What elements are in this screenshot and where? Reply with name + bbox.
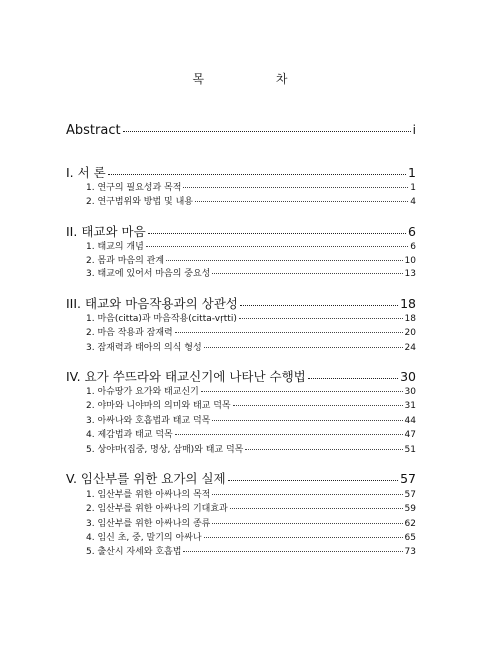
- toc-subentry-label: 4. 임신 초, 중, 말기의 아싸나: [86, 533, 202, 543]
- toc-subentry-label: 3. 임산부를 위한 아싸나의 종류: [86, 519, 211, 529]
- toc-subentry-page: 59: [404, 504, 416, 514]
- toc-subentry-page: 20: [404, 328, 416, 338]
- toc-entry-abstract[interactable]: [66, 123, 416, 138]
- dot-leader: [183, 550, 402, 552]
- toc-subentry-page: 24: [404, 343, 416, 353]
- page-title: 목 차: [192, 72, 322, 86]
- toc-subentry-page: 65: [404, 533, 416, 543]
- toc-subentry[interactable]: [86, 180, 416, 193]
- toc-subentry[interactable]: [86, 311, 416, 324]
- dot-leader: [148, 232, 406, 234]
- toc-section-page: 18: [400, 296, 416, 311]
- toc-section-1[interactable]: [66, 163, 416, 181]
- dot-leader: [212, 419, 402, 421]
- toc-section-2[interactable]: [66, 222, 416, 240]
- dot-leader: [146, 245, 408, 247]
- dot-leader: [212, 522, 402, 524]
- toc-subentry[interactable]: [86, 427, 416, 440]
- toc-subentry[interactable]: [86, 501, 416, 514]
- toc-subentry-label: 5. 상야마(집중, 명상, 삼매)와 태교 덕목: [86, 445, 244, 455]
- toc-subentry[interactable]: [86, 544, 416, 557]
- dot-leader: [195, 200, 408, 202]
- toc-section-page: 1: [408, 165, 416, 180]
- toc-subentry-page: 1: [410, 183, 416, 193]
- toc-subentry-page: 13: [404, 269, 416, 279]
- toc-subentry-page: 62: [404, 519, 416, 529]
- dot-leader: [204, 536, 403, 538]
- dot-leader: [245, 448, 402, 450]
- toc-subentry[interactable]: [86, 398, 416, 411]
- toc-subentry-label: 3. 태교에 있어서 마음의 중요성: [86, 269, 211, 279]
- toc-section-page: 6: [408, 224, 416, 239]
- toc-subentry[interactable]: [86, 340, 416, 353]
- toc-subentry-page: 47: [404, 430, 416, 440]
- dot-leader: [308, 377, 398, 379]
- toc-subentry-label: 1. 태교의 개념: [86, 242, 144, 252]
- toc-section-label: III. 태교와 마음작용과의 상관성: [66, 296, 238, 311]
- dot-leader: [204, 346, 403, 348]
- toc-subentry[interactable]: [86, 239, 416, 252]
- toc-subentry-label: 1. 아슈땅가 요가와 태교신기: [86, 387, 199, 397]
- toc-subentry-label: 5. 출산시 자세와 호흡법: [86, 547, 182, 557]
- toc-section-page: 57: [400, 471, 416, 486]
- toc-subentry[interactable]: [86, 253, 416, 266]
- dot-leader: [166, 259, 403, 261]
- toc-subentry-label: 4. 제감법과 태교 덕목: [86, 430, 173, 440]
- toc-subentry-page: 31: [404, 401, 416, 411]
- toc-entry-page: i: [412, 123, 416, 137]
- dot-leader: [228, 479, 398, 481]
- toc-section-3[interactable]: [66, 294, 416, 312]
- toc-subentry-page: 51: [404, 445, 416, 455]
- toc-subentry-label: 2. 연구범위와 방법 및 내용: [86, 197, 193, 207]
- toc-subentry-page: 10: [404, 256, 416, 266]
- toc-subentry[interactable]: [86, 194, 416, 207]
- toc-subentry-label: 1. 마음(citta)과 마음작용(citta-vṛtti): [86, 314, 237, 324]
- toc-section-label: I. 서 론: [66, 165, 106, 180]
- toc-subentry-label: 2. 마음 작용과 잠재력: [86, 328, 173, 338]
- toc-subentry-label: 2. 야마와 니야마의 의미와 태교 덕목: [86, 401, 231, 411]
- dot-leader: [175, 433, 403, 435]
- toc-subentry[interactable]: [86, 530, 416, 543]
- dot-leader: [239, 317, 403, 319]
- toc-section-label: V. 임산부를 위한 요가의 실제: [66, 471, 226, 486]
- toc-subentry-page: 4: [410, 197, 416, 207]
- toc-subentry-label: 1. 임산부를 위한 아싸나의 목적: [86, 490, 211, 500]
- toc-subentry-label: 1. 연구의 필요성과 목적: [86, 183, 182, 193]
- toc-subentry-page: 30: [404, 387, 416, 397]
- dot-leader: [108, 173, 406, 175]
- toc-subentry[interactable]: [86, 442, 416, 455]
- toc-section-label: II. 태교와 마음: [66, 224, 146, 239]
- toc-section-label: IV. 요가 쑤뜨라와 태교신기에 나타난 수행법: [66, 369, 306, 384]
- toc-subentry[interactable]: [86, 487, 416, 500]
- toc-subentry-page: 57: [404, 490, 416, 500]
- toc-subentry-label: 3. 아싸나와 호흡법과 태교 덕목: [86, 416, 211, 426]
- toc-entry-label: Abstract: [66, 123, 121, 138]
- dot-leader: [230, 507, 403, 509]
- toc-subentry[interactable]: [86, 516, 416, 529]
- dot-leader: [212, 272, 402, 274]
- dot-leader: [183, 186, 408, 188]
- toc-subentry[interactable]: [86, 325, 416, 338]
- toc-section-4[interactable]: [66, 367, 416, 385]
- toc-subentry-label: 2. 몸과 마음의 관계: [86, 256, 165, 266]
- dot-leader: [123, 130, 411, 132]
- dot-leader: [175, 331, 403, 333]
- dot-leader: [212, 493, 402, 495]
- toc-subentry-page: 73: [404, 547, 416, 557]
- toc-subentry[interactable]: [86, 384, 416, 397]
- dot-leader: [201, 390, 403, 392]
- toc-section-5[interactable]: [66, 469, 416, 487]
- dot-leader: [233, 404, 403, 406]
- toc-section-page: 30: [400, 369, 416, 384]
- toc-subentry-label: 3. 잠재력과 태아의 의식 형성: [86, 343, 202, 353]
- toc-subentry-page: 44: [404, 416, 416, 426]
- dot-leader: [240, 304, 398, 306]
- toc-subentry[interactable]: [86, 266, 416, 279]
- toc-subentry-page: 6: [410, 242, 416, 252]
- toc-subentry[interactable]: [86, 413, 416, 426]
- toc-subentry-page: 18: [404, 314, 416, 324]
- toc-subentry-label: 2. 임산부를 위한 아싸나의 기대효과: [86, 504, 228, 514]
